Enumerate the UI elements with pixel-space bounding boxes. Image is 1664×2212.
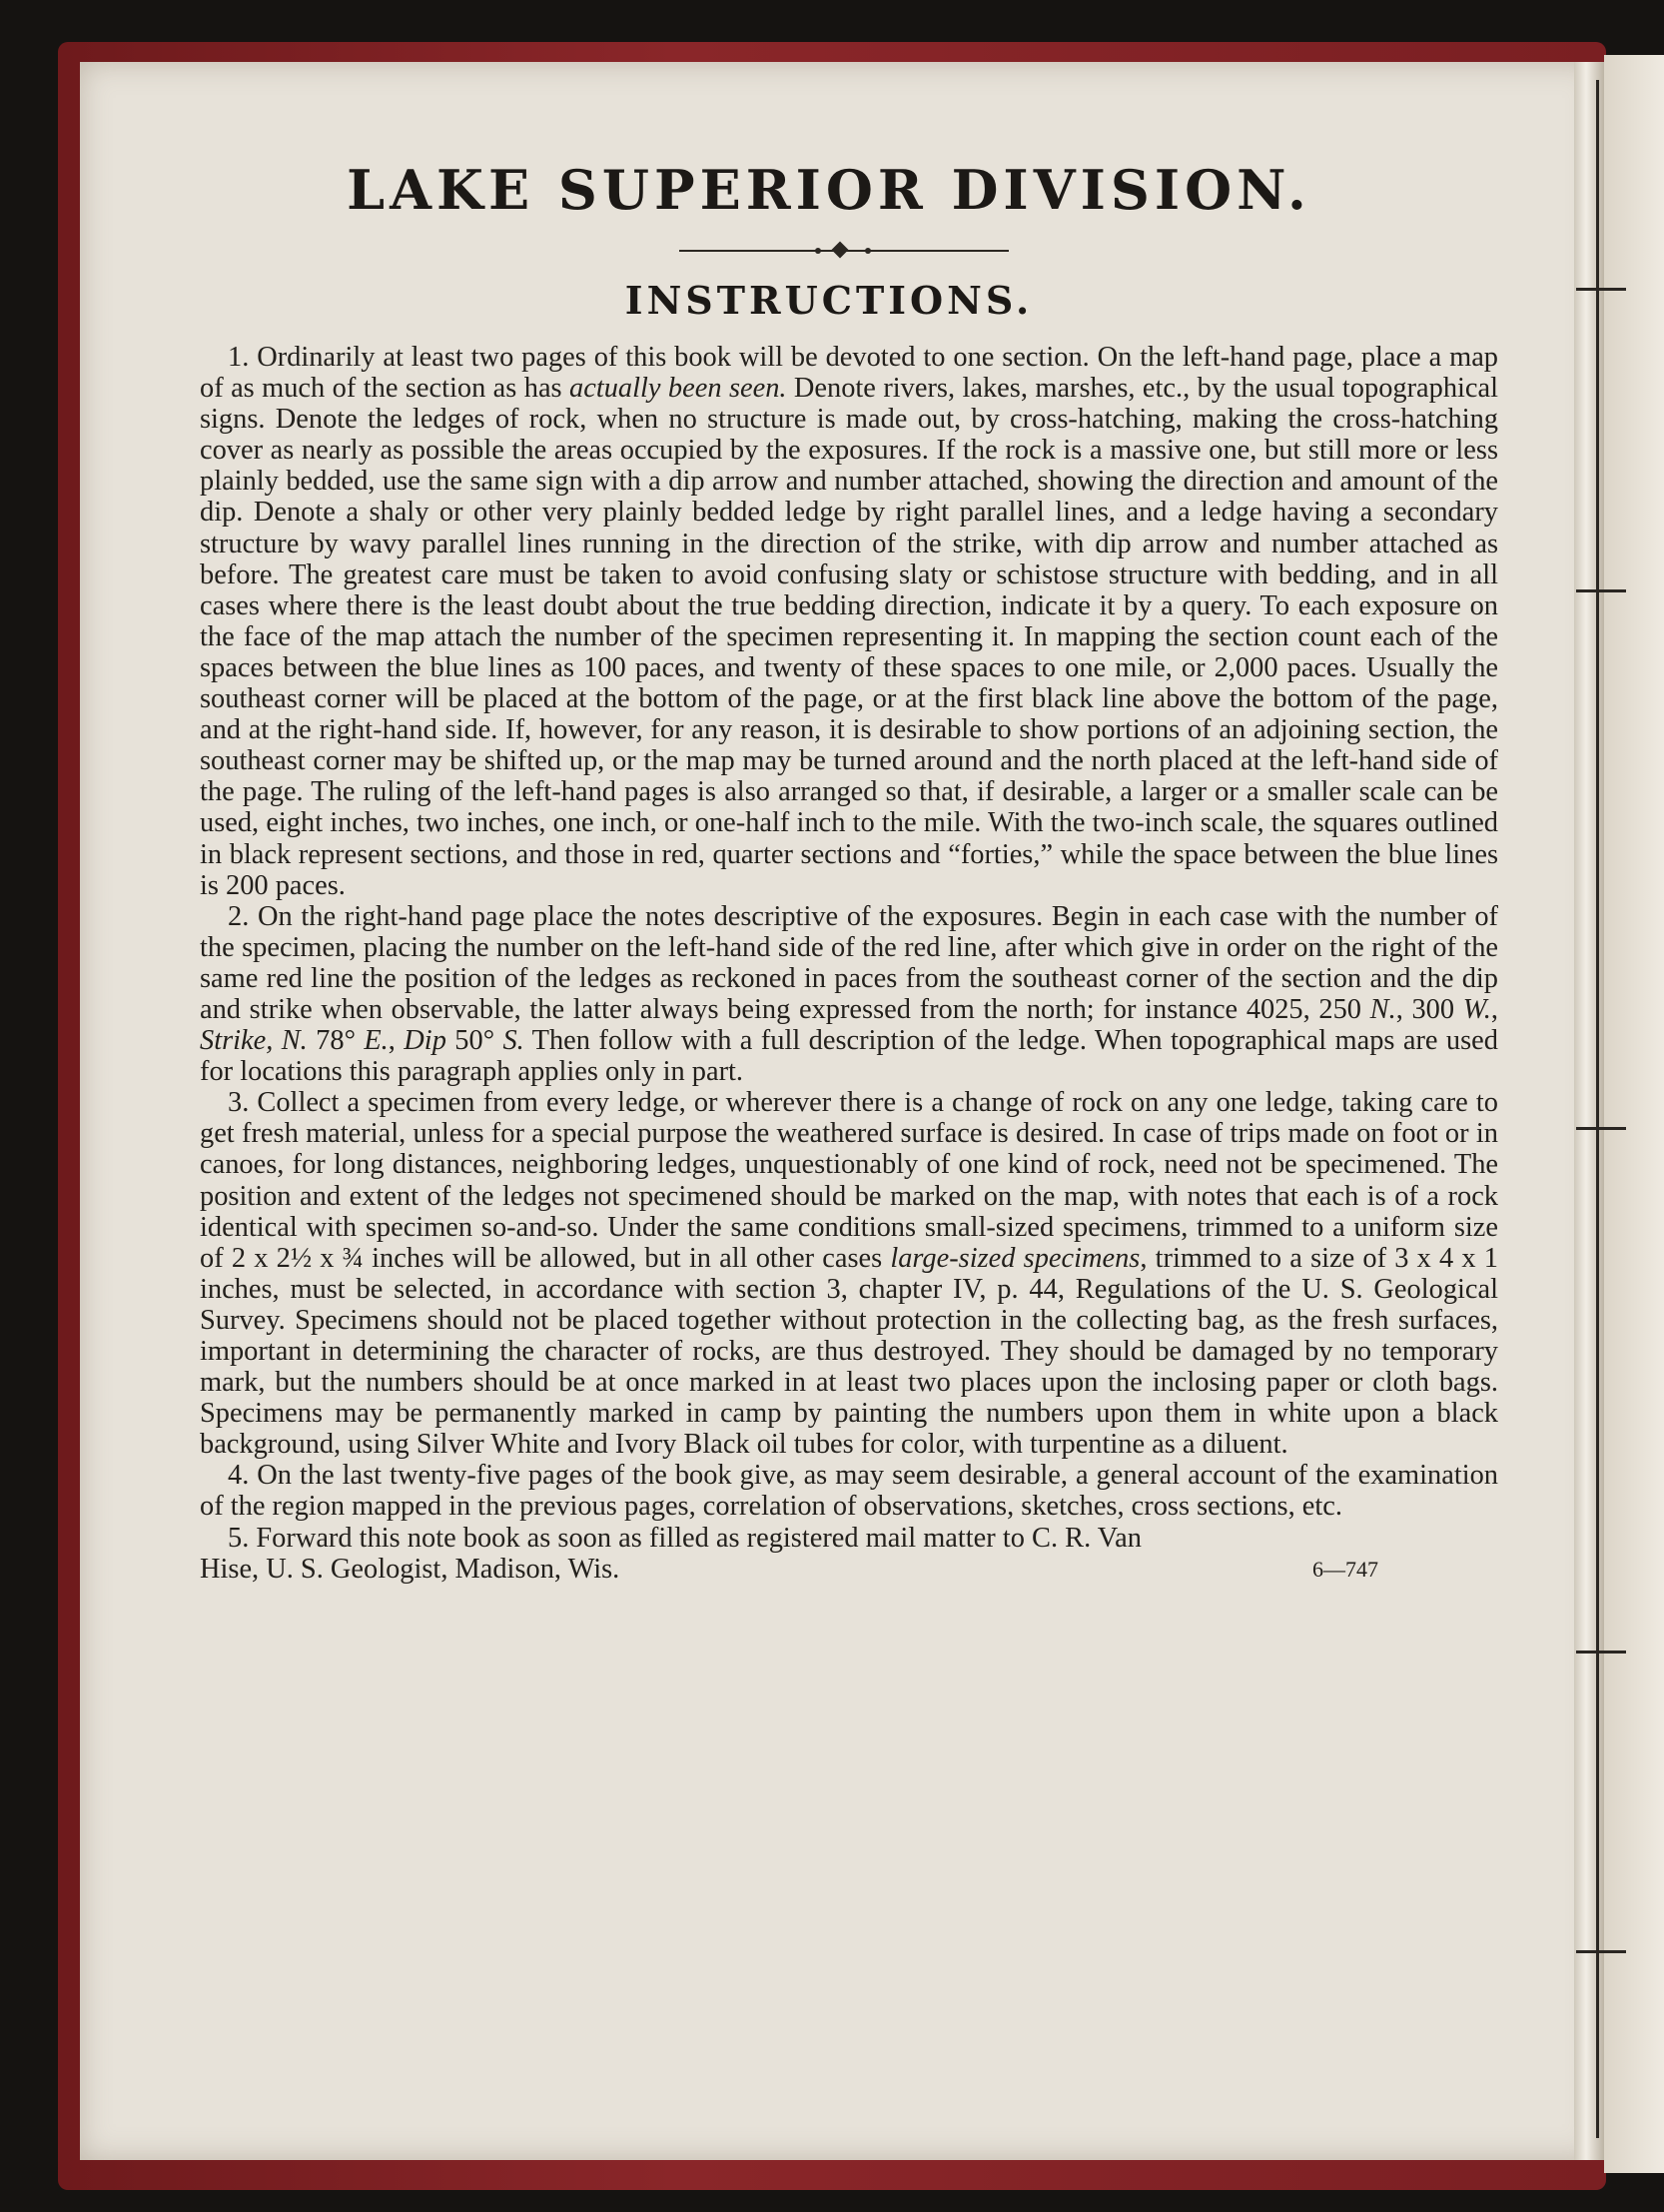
title-ornament — [679, 244, 1009, 258]
form-number: 6—747 — [1312, 1556, 1378, 1582]
instruction-paragraph-5-end — [200, 1554, 1498, 1585]
binding-stitch — [1576, 1651, 1626, 1654]
binding-stitch — [1576, 1950, 1626, 1953]
page-title: LAKE SUPERIOR DIVISION. — [347, 158, 1311, 222]
facing-page-edge — [1604, 55, 1664, 2173]
instructions-heading: INSTRUCTIONS. — [624, 278, 1034, 323]
instruction-paragraph-3: 3. Collect a specimen from every ledge, or wherever there is a change of rock on any one ledge, taking care to get fresh material, unless for a special purpose the weathered surface is desired. In case of trips made on foot or in canoes, for long distances, neighboring ledges, unquestionably of one kind of rock, need not be specimened. The position and extent of the ledges not specimened should be marked on the map, with notes that each is of a rock identical with specimen so-and-so. Under the same conditions small-sized specimens, trimmed to a uniform size of 2 x 2½ x ¾ inches will be allowed, but in all other cases large-sized specimens, trimmed to a size of 3 x 4 x 1 inches, must be selected, in accordance with section 3, chapter IV, p. 44, Regulations of the U. S. Geological Survey. Specimens should not be placed together without protection in the collecting bag, as the fresh surfaces, important in determining the character of rocks, are thus destroyed. They should be damaged by no temporary mark, but the numbers should be at once marked in at least two places upon the inclosing paper or cloth bags. Specimens may be permanently marked in camp by painting the numbers upon them in white upon a black background, using Silver White and Ivory Black oil tubes for color, with turpentine as a diluent. — [200, 1087, 1498, 1461]
binding-stitch — [1576, 1127, 1626, 1130]
binding-stitch — [1576, 589, 1626, 592]
forwarding-address: Hise, U. S. Geologist, Madison, Wis. — [200, 1553, 620, 1585]
instruction-paragraph-5: 5. Forward this note book as soon as filled as registered mail matter to C. R. Van — [228, 1522, 1142, 1554]
instruction-paragraph-4: 4. On the last twenty-five pages of the book give, as may seem desirable, a general account of the examination of the region mapped in the previous pages, correlation of observations, sketches, cross sections, etc. — [200, 1460, 1498, 1523]
instructions-body — [200, 342, 1498, 1585]
binding-stitch — [1576, 288, 1626, 291]
instruction-paragraph-2: 2. On the right-hand page place the notes descriptive of the exposures. Begin in each case with the number of the specimen, placing the number on the left-hand side of the red line, after which give in order on the right of the same red line the position of the ledges as reckoned in paces from the southeast corner of the section and the dip and strike when observable, the latter always being expressed from the north; for instance 4025, 250 N., 300 W., Strike, N. 78° E., Dip 50° S. Then follow with a full description of the ledge. When topographical maps are used for locations this paragraph applies only in part. — [200, 900, 1498, 1088]
binding-thread — [1596, 80, 1599, 2138]
instruction-paragraph-1: 1. Ordinarily at least two pages of this book will be devoted to one section. On the left-hand page, place a map of as much of the section as has actually been seen. Denote rivers, lakes, marshes, etc., by the usual topographical signs. Denote the ledges of rock, when no structure is made out, by cross-hatching, making the cross-hatching cover as nearly as possible the areas occupied by the exposures. If the rock is a massive one, but still more or less plainly bedded, use the same sign with a dip arrow and number attached, showing the direction and amount of the dip. Denote a shaly or other very plainly bedded ledge by right parallel lines, and a ledge having a secondary structure by wavy parallel lines running in the direction of the strike, with dip arrow and number attached as before. The greatest care must be taken to avoid confusing slaty or schistose structure with bedding, and in all cases where there is the least doubt about the true bedding direction, indicate it by a query. To each exposure on the face of the map attach the number of the specimen representing it. In mapping the section count each of the spaces between the blue lines as 100 paces, and twenty of these spaces to one mile, or 2,000 paces. Usually the southeast corner will be placed at the bottom of the page, or at the first black line above the bottom of the page, and at the right-hand side. If, however, for any reason, it is desirable to show portions of an adjoining section, the southeast corner may be shifted up, or the map may be turned around and the north placed at the left-hand side of the page. The ruling of the left-hand pages is also arranged so that, if desirable, a larger or a smaller scale can be used, eight inches, two inches, one inch, or one-half inch to the mile. With the two-inch scale, the squares outlined in black represent sections, and those in red, quarter sections and “forties,” while the space between the blue lines is 200 paces. — [200, 342, 1499, 901]
book-spine — [1574, 62, 1604, 2160]
